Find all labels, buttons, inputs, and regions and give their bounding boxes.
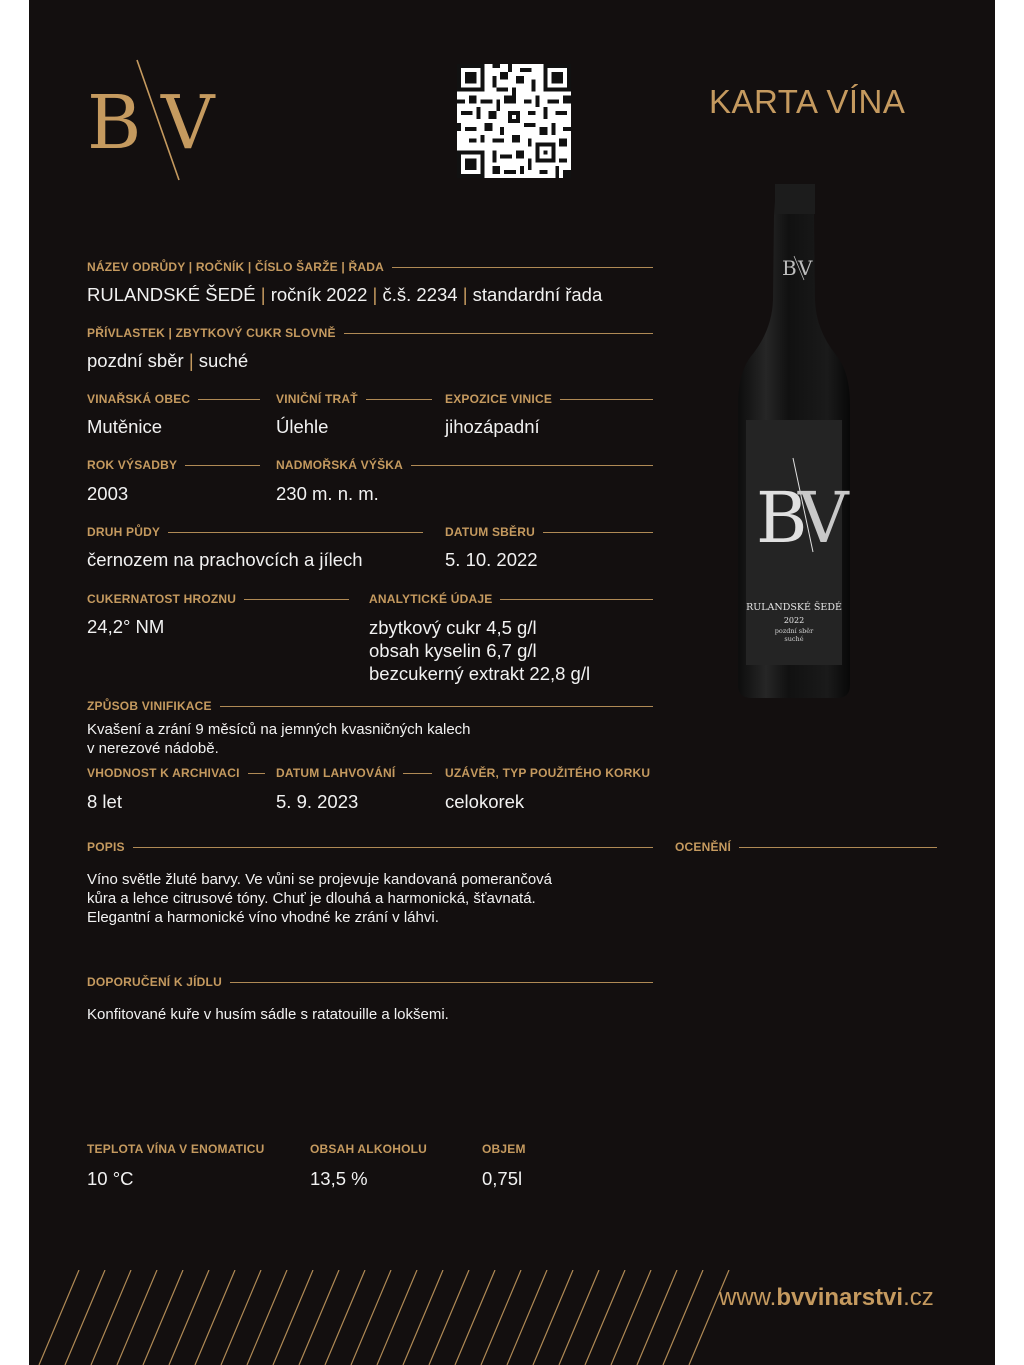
stripe-line [507, 1270, 547, 1365]
food-pairing-label: DOPORUČENÍ K JÍDLU [87, 975, 653, 989]
description-text: Víno světle žluté barvy. Ve vůni se projevuje kandovaná pomerančová kůra a lehce citrusové tóny. Chuť je dlouhá a harmonická, šťavnatá. Elegantní a harmonické víno vhodné ke zrání v láhvi. [87, 871, 552, 926]
card-title: KARTA VÍNA [709, 83, 906, 120]
attribute-value: pozdní sběr | suché [87, 350, 249, 371]
svg-text:V: V [161, 80, 215, 166]
stripe-line [533, 1270, 573, 1365]
stripe-line [585, 1270, 625, 1365]
qr-code [457, 64, 571, 178]
bottle-label-name: RULANDSKÉ ŠEDÉ [746, 602, 842, 613]
bv-logo [85, 58, 235, 183]
soil-label: DRUH PŮDY [87, 525, 423, 539]
food-pairing-text: Konfitované kuře v husím sádle s ratatouille a lokšemi. [87, 1006, 449, 1023]
description-label: POPIS [87, 840, 653, 854]
stripe-line [611, 1270, 651, 1365]
stripe-line [195, 1270, 235, 1365]
sugar-content-value: 24,2° NM [87, 616, 165, 637]
attribute-label: PŘÍVLASTEK | ZBYTKOVÝ CUKR SLOVNĚ [87, 326, 653, 340]
analytics-values [369, 616, 590, 685]
stripe-line [247, 1270, 287, 1365]
stripe-line [455, 1270, 495, 1365]
stripe-line [481, 1270, 521, 1365]
decorative-stripes [29, 1270, 739, 1365]
village-value: Mutěnice [87, 416, 163, 437]
closure-value: celokorek [445, 791, 525, 812]
sugar-free-extract: bezcukerný extrakt 22,8 g/l [369, 663, 591, 684]
bottle-label-sugar: suché [784, 635, 804, 643]
planting-year-value: 2003 [87, 483, 129, 504]
bottle-label-year: 2022 [783, 616, 805, 625]
svg-text:B: B [87, 80, 142, 166]
exposure-value: jihozápadní [445, 416, 540, 437]
wine-bottle-image [734, 180, 854, 720]
vineyard-label: VINIČNÍ TRAŤ [276, 392, 432, 406]
stripe-line [143, 1270, 183, 1365]
village-label: VINAŘSKÁ OBEC [87, 392, 260, 406]
closure-label: UZÁVĚR, TYP POUŽITÉHO KORKU [445, 766, 651, 780]
svg-text:V: V [798, 256, 813, 280]
serving-temp-label: TEPLOTA VÍNA V ENOMATICU [87, 1142, 265, 1156]
volume-label: OBJEM [482, 1142, 526, 1156]
harvest-date-value: 5. 10. 2022 [445, 549, 538, 570]
stripe-line [39, 1270, 79, 1365]
stripe-line [169, 1270, 209, 1365]
vineyard-value: Úlehle [276, 416, 329, 437]
svg-text:V: V [798, 477, 849, 559]
bottle-label-attribute: pozdní sběr [774, 627, 814, 635]
volume-value: 0,75l [482, 1168, 523, 1189]
variety-label: NÁZEV ODRŮDY | ROČNÍK | ČÍSLO ŠARŽE | ŘADA [87, 260, 653, 274]
svg-text:B: B [756, 477, 808, 559]
altitude-value: 230 m. n. m. [276, 483, 379, 504]
svg-text:B: B [782, 256, 797, 280]
stripe-line [637, 1270, 677, 1365]
awards-label: OCENĚNÍ [675, 840, 937, 854]
vinification-label: ZPŮSOB VINIFIKACE [87, 699, 653, 713]
variety-value: RULANDSKÉ ŠEDÉ | ročník 2022 | č.š. 2234 | standardní řada [87, 284, 603, 305]
stripe-line [429, 1270, 469, 1365]
stripe-line [663, 1270, 703, 1365]
sugar-content-label: CUKERNATOST HROZNU [87, 592, 349, 606]
website-link[interactable]: www.bvvinarstvi.cz [719, 1284, 934, 1311]
residual-sugar: zbytkový cukr 4,5 g/l [369, 617, 537, 638]
acidity: obsah kyselin 6,7 g/l [369, 640, 537, 661]
harvest-date-label: DATUM SBĚRU [445, 525, 653, 539]
stripe-line [117, 1270, 157, 1365]
stripe-line [221, 1270, 261, 1365]
wine-card-sheet [29, 0, 995, 1365]
planting-year-label: ROK VÝSADBY [87, 458, 260, 472]
aging-label: VHODNOST K ARCHIVACI [87, 766, 265, 780]
stripe-line [559, 1270, 599, 1365]
aging-value: 8 let [87, 791, 122, 812]
stripe-line [273, 1270, 313, 1365]
stripe-line [65, 1270, 105, 1365]
stripe-line [351, 1270, 391, 1365]
soil-value: černozem na prachovcích a jílech [87, 549, 363, 570]
analytics-label: ANALYTICKÉ ÚDAJE [369, 592, 653, 606]
stripe-line [91, 1270, 131, 1365]
stripe-line [299, 1270, 339, 1365]
bottling-date-value: 5. 9. 2023 [276, 791, 359, 812]
altitude-label: NADMOŘSKÁ VÝŠKA [276, 458, 653, 472]
alcohol-label: OBSAH ALKOHOLU [310, 1142, 428, 1156]
serving-temp-value: 10 °C [87, 1168, 134, 1189]
stripe-line [403, 1270, 443, 1365]
vinification-text: Kvašení a zrání 9 měsíců na jemných kvasničných kalech v nerezové nádobě. [87, 721, 471, 757]
stripe-line [325, 1270, 365, 1365]
stripe-line [377, 1270, 417, 1365]
alcohol-value: 13,5 % [310, 1168, 368, 1189]
bottling-date-label: DATUM LAHVOVÁNÍ [276, 766, 432, 780]
exposure-label: EXPOZICE VINICE [445, 392, 653, 406]
